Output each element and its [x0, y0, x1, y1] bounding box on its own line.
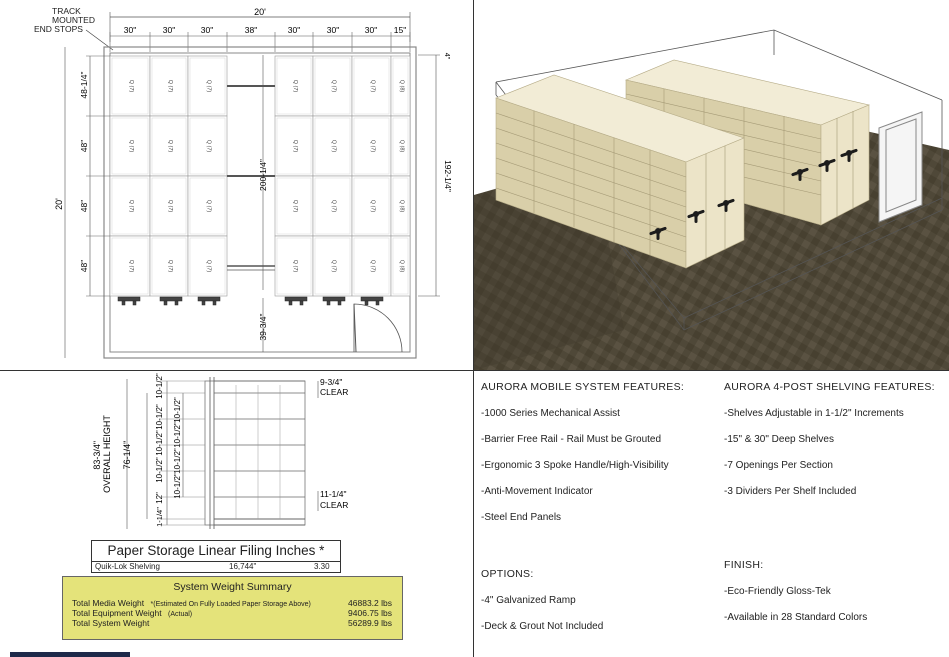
carriage-length-label: 192-1/4"	[443, 160, 453, 192]
bay-label: Q (7)	[167, 79, 173, 93]
weight-row	[63, 598, 402, 608]
row-depth-label: 48"	[79, 199, 89, 213]
weight-row-label: Total Media Weight	[72, 598, 145, 608]
carriage-foot	[175, 301, 178, 305]
weight-summary-box	[62, 576, 403, 640]
elevation-drawing	[0, 371, 473, 536]
top-clear-caption: CLEAR	[320, 387, 349, 397]
carriage-foot	[160, 297, 182, 301]
linear-filing-row-label: Quik-Lok Shelving	[95, 562, 160, 571]
shelving-feature-item: -15" & 30" Deep Shelves	[724, 434, 834, 445]
bottom-clear-caption: CLEAR	[320, 500, 349, 510]
carriage-foot	[327, 301, 330, 305]
carriage-foot	[361, 297, 383, 301]
column-width-label: 30"	[326, 25, 340, 35]
option-item: -Deck & Grout Not Included	[481, 621, 604, 632]
carriage-foot	[300, 301, 303, 305]
carriage-foot	[118, 297, 140, 301]
bay-label: Q (7)	[369, 79, 376, 93]
elevation-shelves	[214, 381, 305, 525]
row-depth-label: 48"	[79, 259, 89, 273]
bay-label: Q (7)	[128, 139, 134, 153]
weight-row-value: 46883.2 lbs	[348, 598, 392, 608]
bay-label: Q (7)	[167, 199, 173, 213]
linear-filing-title: Paper Storage Linear Filing Inches *	[91, 540, 341, 562]
right-spacing-label: 10-1/2"	[173, 448, 182, 474]
door-swing	[354, 304, 402, 352]
bay-label: Q (7)	[205, 79, 212, 93]
callout-line: MOUNTED	[52, 15, 95, 25]
bay-label: Q (7)	[128, 199, 134, 213]
carriage-foot	[365, 301, 368, 305]
row-depth-label: 48-1/4"	[79, 71, 89, 99]
bay-label: Q (7)	[205, 259, 212, 273]
bay-label: Q (7)	[128, 259, 134, 273]
column-dimension-ticks	[110, 32, 410, 52]
finish-section	[724, 559, 867, 638]
column-width-label: 38"	[244, 25, 258, 35]
floor-plan-drawing	[0, 0, 473, 370]
shelving-feature-item: -Shelves Adjustable in 1-1/2" Increments	[724, 408, 904, 419]
option-item: -4" Galvanized Ramp	[481, 595, 576, 606]
right-spacing-label: 10-1/2"	[173, 422, 182, 448]
left-spacing-label: 10-1/2"	[155, 457, 164, 483]
callout-track-end-stops	[34, 6, 97, 34]
carriage-foot	[213, 301, 216, 305]
bay-label: Q (7)	[167, 139, 173, 153]
left-spacing-label: 10-1/2"	[155, 430, 164, 456]
bottom-clear-label	[320, 489, 349, 510]
footer-logo-strip	[10, 652, 130, 657]
weight-row-value: 56289.9 lbs	[348, 618, 392, 628]
right-spacing-label: 10-1/2"	[173, 473, 182, 499]
bay-label: Q (7)	[128, 79, 134, 93]
bay-label: Q (7)	[330, 199, 337, 213]
weight-summary-title: System Weight Summary	[173, 581, 292, 593]
shelving-3d-render	[474, 0, 949, 370]
mobile-feature-item: -Ergonomic 3 Spoke Handle/High-Visibility	[481, 460, 669, 471]
weight-row-note: (Actual)	[168, 611, 193, 618]
weight-row	[63, 608, 402, 618]
door-icon	[879, 112, 922, 222]
column-width-label: 30"	[162, 25, 176, 35]
bottom-clear-value: 11-1/4"	[320, 489, 347, 499]
callout-line: END STOPS	[34, 24, 83, 34]
mobile-feature-item: -1000 Series Mechanical Assist	[481, 408, 620, 419]
overall-height-value: 83-3/4"	[92, 440, 102, 470]
mobile-feature-item: -Anti-Movement Indicator	[481, 486, 593, 497]
carriage-foot	[164, 301, 167, 305]
finish-item: -Available in 28 Standard Colors	[724, 612, 868, 623]
weight-row	[63, 618, 402, 628]
column-width-label: 30"	[123, 25, 137, 35]
top-clear-value: 9-3/4"	[320, 377, 343, 387]
options-section	[481, 568, 603, 647]
left-spacing-label: 1-1/4"	[155, 507, 164, 527]
bay-label: Q (7)	[369, 139, 376, 153]
bay-label: Q (7)	[167, 259, 173, 273]
shelf-height-label: 76-1/4"	[122, 440, 132, 470]
overall-width-label: 20'	[254, 7, 266, 17]
carriage-foot	[338, 301, 341, 305]
column-width-label: 30"	[364, 25, 378, 35]
bay-label: Q (7)	[205, 139, 212, 153]
bay-label: Q (7)	[292, 199, 298, 213]
bay-label: Q (7)	[292, 139, 298, 153]
carriage-foot	[289, 301, 292, 305]
linear-filing-row-value: 3.30	[314, 562, 330, 571]
carriage-foot	[122, 301, 125, 305]
column-width-labels	[124, 25, 406, 35]
bay-label: Q (7)	[330, 259, 337, 273]
bay-label: Q (7)	[369, 259, 376, 273]
callout-line: TRACK	[52, 6, 81, 16]
linear-filing-row	[91, 562, 341, 573]
weight-row-value: 9406.75 lbs	[348, 608, 392, 618]
shelving-features-title: AURORA 4-POST SHELVING FEATURES:	[724, 381, 935, 393]
carriage-foot	[285, 297, 307, 301]
weight-row-note: *(Estimated On Fully Loaded Paper Storage Above)	[150, 601, 311, 608]
shelving-feature-item: -7 Openings Per Section	[724, 460, 833, 471]
carriage-foot	[323, 297, 345, 301]
bay-label: Q (7)	[292, 259, 298, 273]
left-spacing-label: 10-1/2"	[155, 404, 164, 430]
right-spacing-label: 10-1/2"	[173, 397, 182, 423]
bay-label: Q (8)	[398, 199, 405, 213]
bay-label: Q (7)	[330, 139, 337, 153]
shelving-feature-item: -3 Dividers Per Shelf Included	[724, 486, 857, 497]
carriage-foot	[133, 301, 136, 305]
column-width-label: 30"	[287, 25, 301, 35]
row-depth-label: 48"	[79, 139, 89, 153]
shelving-features-section	[724, 381, 935, 512]
column-width-label: 30"	[200, 25, 214, 35]
finish-title: FINISH:	[724, 559, 764, 571]
left-spacing-label: 10-1/2"	[155, 373, 164, 399]
bay-label: Q (8)	[398, 259, 405, 273]
bay-label: Q (7)	[292, 79, 298, 93]
carriage-foot	[202, 301, 205, 305]
bay-label: Q (7)	[369, 199, 376, 213]
finish-item: -Eco-Friendly Gloss-Tek	[724, 586, 831, 597]
options-title: OPTIONS:	[481, 568, 534, 580]
mobile-features-section	[481, 381, 684, 538]
elevation-unit-outline	[205, 381, 305, 525]
bay-label: Q (8)	[398, 79, 405, 93]
weight-row-label: Total System Weight	[72, 618, 150, 628]
linear-filing-row-inches: 16,744"	[229, 562, 257, 571]
mobile-features-title: AURORA MOBILE SYSTEM FEATURES:	[481, 381, 685, 393]
top-clear-label	[320, 377, 348, 397]
mobile-feature-item: -Barrier Free Rail - Rail Must be Grouted	[481, 434, 662, 445]
bay-label: Q (8)	[398, 139, 405, 153]
bottom-clearance-label: 39-3/4"	[258, 313, 268, 341]
carriage-foot	[198, 297, 220, 301]
overall-depth-label: 20'	[54, 198, 64, 210]
mobile-feature-item: -Steel End Panels	[481, 512, 562, 523]
column-width-label: 15"	[393, 25, 407, 35]
overall-height-caption: OVERALL HEIGHT	[102, 415, 112, 493]
left-spacing-label: 12"	[155, 492, 164, 504]
small-dimension-label: 4"	[443, 52, 450, 60]
weight-row-label: Total Equipment Weight	[72, 608, 162, 618]
bay-label: Q (7)	[205, 199, 212, 213]
carriage-foot	[376, 301, 379, 305]
overall-height-label	[92, 415, 112, 493]
row-dimension-ticks	[86, 56, 110, 296]
aisle-length-label: 200-1/4"	[258, 159, 268, 191]
bay-label: Q (7)	[330, 79, 337, 93]
